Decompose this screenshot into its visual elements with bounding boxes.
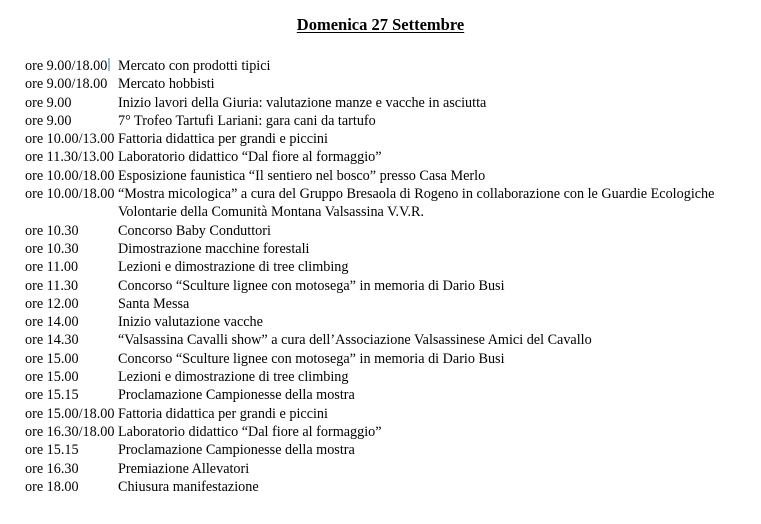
event-time: ore 15.00	[25, 369, 79, 386]
event-time: ore 16.30	[25, 460, 79, 477]
schedule-row	[25, 386, 753, 404]
schedule-row	[25, 313, 753, 331]
schedule-row	[25, 57, 753, 75]
schedule-row	[25, 167, 753, 185]
event-time: ore 10.30	[25, 240, 79, 257]
schedule-row	[25, 130, 753, 148]
event-description: Concorso “Sculture lignee con motosega” in memoria di Dario Busi	[118, 277, 505, 294]
event-time: ore 9.00	[25, 94, 72, 111]
event-description: “Valsassina Cavalli show” a cura dell’Associazione Valsassinese Amici del Cavallo	[118, 332, 592, 349]
event-description: Dimostrazione macchine forestali	[118, 240, 310, 257]
schedule-row	[25, 185, 753, 222]
event-time: ore 12.00	[25, 295, 79, 312]
event-description: Inizio valutazione vacche	[118, 314, 263, 331]
event-time: ore 11.30/13.00	[25, 149, 114, 166]
event-description: Proclamazione Campionesse della mostra	[118, 442, 355, 459]
event-description: Santa Messa	[118, 295, 190, 312]
schedule-row	[25, 460, 753, 478]
schedule-row	[25, 277, 753, 295]
event-description: Fattoria didattica per grandi e piccini	[118, 131, 328, 148]
event-description: Lezioni e dimostrazione di tree climbing	[118, 369, 349, 386]
event-description: “Mostra micologica” a cura del Gruppo Bresaola di Rogeno in collaborazione con le Guardie Ecologiche Volontarie della Comunità Montana Valsassina V.V.R.	[118, 186, 715, 221]
schedule-row	[25, 222, 753, 240]
event-description: Lezioni e dimostrazione di tree climbing	[118, 259, 349, 276]
event-description: Laboratorio didattico “Dal fiore al formaggio”	[118, 423, 382, 440]
event-description: Chiusura manifestazione	[118, 478, 259, 495]
page-title-text: Domenica 27 Settembre	[296, 15, 465, 34]
page-title	[0, 14, 761, 36]
event-time: ore 15.00/18.00	[25, 405, 115, 422]
schedule-row	[25, 405, 753, 423]
event-description: Mercato con prodotti tipici	[118, 58, 271, 74]
event-time: ore 11.00	[25, 259, 79, 276]
schedule-row	[25, 331, 753, 349]
event-description: Fattoria didattica per grandi e piccini	[118, 405, 328, 422]
schedule-row	[25, 295, 753, 313]
schedule-row	[25, 75, 753, 93]
schedule-row	[25, 112, 753, 130]
schedule-row	[25, 148, 753, 166]
event-description: Premiazione Allevatori	[118, 460, 250, 477]
event-time: ore 10.30	[25, 222, 79, 239]
event-description: Proclamazione Campionesse della mostra	[118, 387, 355, 404]
event-time: ore 10.00/13.00	[25, 131, 115, 148]
schedule-row	[25, 240, 753, 258]
event-time: ore 9.00	[25, 112, 72, 129]
text-cursor	[108, 58, 110, 71]
schedule-row	[25, 94, 753, 112]
schedule-row	[25, 258, 753, 276]
schedule-row	[25, 441, 753, 459]
event-time: ore 16.30/18.00	[25, 423, 115, 440]
event-time: ore 14.00	[25, 314, 79, 331]
event-description: Mercato hobbisti	[118, 76, 215, 93]
event-schedule	[25, 57, 753, 496]
schedule-row	[25, 423, 753, 441]
event-description: Concorso “Sculture lignee con motosega” in memoria di Dario Busi	[118, 350, 505, 367]
event-time: ore 11.30	[25, 277, 79, 294]
event-time: ore 9.00/18.00	[25, 76, 108, 93]
event-time: ore 9.00/18.00	[25, 57, 118, 75]
event-time: ore 18.00	[25, 478, 79, 495]
event-description: 7° Trofeo Tartufi Lariani: gara cani da tartufo	[118, 112, 376, 129]
schedule-row	[25, 368, 753, 386]
event-time: ore 15.00	[25, 350, 79, 367]
schedule-row	[25, 350, 753, 368]
event-time: ore 15.15	[25, 387, 79, 404]
event-time: ore 14.30	[25, 332, 79, 349]
event-time: ore 15.15	[25, 442, 79, 459]
event-description: Laboratorio didattico “Dal fiore al formaggio”	[118, 149, 382, 166]
schedule-row	[25, 478, 753, 496]
event-description: Concorso Baby Conduttori	[118, 222, 271, 239]
event-description: Esposizione faunistica “Il sentiero nel bosco” presso Casa Merlo	[118, 167, 486, 184]
event-description: Inizio lavori della Giuria: valutazione manze e vacche in asciutta	[118, 94, 487, 111]
event-time: ore 10.00/18.00	[25, 186, 115, 203]
event-time: ore 10.00/18.00	[25, 167, 115, 184]
